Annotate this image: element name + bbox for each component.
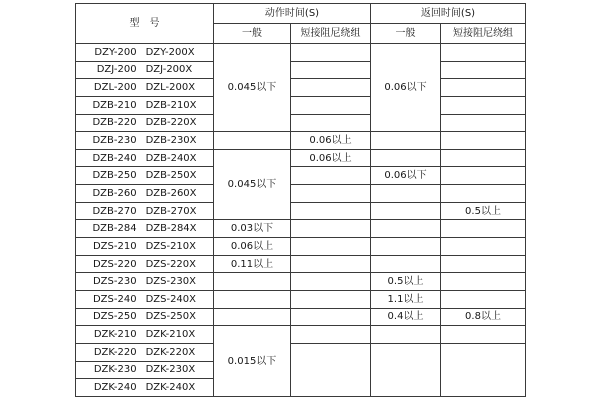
model-name: DZL-200X bbox=[145, 82, 196, 94]
cell-return-damped bbox=[441, 343, 526, 396]
cell-action-damped bbox=[291, 44, 371, 62]
cell-action-damped bbox=[291, 343, 371, 396]
cell-return-damped bbox=[441, 96, 526, 114]
table-row bbox=[76, 238, 526, 256]
model-cell bbox=[76, 79, 214, 97]
table-row bbox=[76, 202, 526, 220]
model-name: DZB-220 bbox=[92, 117, 137, 129]
model-cell bbox=[76, 220, 214, 238]
model-name: DZK-240X bbox=[145, 382, 196, 394]
cell-action-general: 0.03以下 bbox=[214, 220, 291, 238]
cell-return-general: 0.06以下 bbox=[371, 44, 441, 132]
table-row bbox=[76, 96, 526, 114]
table-row bbox=[76, 326, 526, 344]
cell-return-damped bbox=[441, 290, 526, 308]
model-name: DZS-210 bbox=[92, 240, 137, 252]
cell-return-damped bbox=[441, 220, 526, 238]
cell-action-damped bbox=[291, 114, 371, 132]
header-action-damped-winding: 短接阻尼绕组 bbox=[291, 24, 371, 44]
model-name: DZB-220X bbox=[145, 117, 197, 129]
cell-action-damped: 0.06以上 bbox=[291, 132, 371, 150]
model-cell bbox=[76, 61, 214, 79]
model-cell bbox=[76, 308, 214, 326]
model-cell bbox=[76, 361, 214, 379]
table-header bbox=[76, 4, 526, 44]
cell-action-damped bbox=[291, 326, 371, 344]
table-row bbox=[76, 44, 526, 62]
model-cell bbox=[76, 44, 214, 62]
header-return-time: 返回时间(S) bbox=[371, 4, 526, 24]
table-row bbox=[76, 255, 526, 273]
model-name: DZK-220 bbox=[93, 346, 137, 358]
table-row bbox=[76, 308, 526, 326]
model-cell bbox=[76, 132, 214, 150]
model-name: DZB-240 bbox=[92, 152, 137, 164]
model-cell bbox=[76, 114, 214, 132]
table-body bbox=[76, 44, 526, 397]
cell-return-damped bbox=[441, 114, 526, 132]
table-row bbox=[76, 132, 526, 150]
model-name: DZS-240 bbox=[92, 293, 137, 305]
model-name: DZS-230X bbox=[145, 276, 197, 288]
cell-return-damped bbox=[441, 132, 526, 150]
cell-action-damped bbox=[291, 273, 371, 291]
model-name: DZB-250X bbox=[145, 170, 197, 182]
table-row bbox=[76, 290, 526, 308]
cell-return-damped bbox=[441, 185, 526, 203]
model-cell bbox=[76, 149, 214, 167]
model-name: DZS-230 bbox=[92, 276, 137, 288]
model-name: DZY-200 bbox=[94, 46, 137, 58]
cell-return-general bbox=[371, 220, 441, 238]
model-name: DZK-220X bbox=[145, 346, 196, 358]
cell-return-general bbox=[371, 202, 441, 220]
model-name: DZB-284X bbox=[145, 223, 197, 235]
cell-return-general bbox=[371, 185, 441, 203]
model-cell bbox=[76, 96, 214, 114]
header-model: 型 号 bbox=[76, 4, 214, 44]
model-name: DZY-200X bbox=[145, 46, 195, 58]
cell-return-damped: 0.8以上 bbox=[441, 308, 526, 326]
table-row bbox=[76, 167, 526, 185]
cell-return-damped bbox=[441, 149, 526, 167]
model-name: DZB-230X bbox=[145, 135, 197, 147]
model-name: DZL-200 bbox=[93, 82, 137, 94]
cell-action-damped bbox=[291, 220, 371, 238]
model-cell bbox=[76, 167, 214, 185]
model-name: DZK-240 bbox=[93, 382, 137, 394]
model-name: DZB-270X bbox=[145, 205, 197, 217]
cell-return-general bbox=[371, 149, 441, 167]
model-cell bbox=[76, 379, 214, 397]
cell-action-general: 0.06以上 bbox=[214, 238, 291, 256]
cell-return-damped bbox=[441, 79, 526, 97]
cell-action-damped bbox=[291, 238, 371, 256]
model-name: DZJ-200X bbox=[145, 64, 193, 76]
cell-action-damped bbox=[291, 61, 371, 79]
cell-return-damped bbox=[441, 255, 526, 273]
model-name: DZS-210X bbox=[145, 240, 197, 252]
cell-return-general bbox=[371, 343, 441, 396]
cell-return-damped bbox=[441, 238, 526, 256]
model-name: DZK-230 bbox=[93, 364, 137, 376]
model-name: DZB-260 bbox=[92, 187, 137, 199]
model-name: DZK-230X bbox=[145, 364, 196, 376]
table-row bbox=[76, 220, 526, 238]
model-cell bbox=[76, 238, 214, 256]
model-name: DZS-220 bbox=[92, 258, 137, 270]
cell-action-general bbox=[214, 273, 291, 291]
cell-return-general: 0.4以上 bbox=[371, 308, 441, 326]
header-return-general: 一般 bbox=[371, 24, 441, 44]
model-name: DZK-210X bbox=[145, 329, 196, 341]
cell-action-general bbox=[214, 290, 291, 308]
cell-action-general bbox=[214, 308, 291, 326]
cell-action-damped bbox=[291, 96, 371, 114]
model-name: DZS-220X bbox=[145, 258, 197, 270]
cell-action-damped bbox=[291, 255, 371, 273]
table-row bbox=[76, 79, 526, 97]
model-name: DZB-210 bbox=[92, 99, 137, 111]
model-name: DZK-210 bbox=[93, 329, 137, 341]
model-name: DZJ-200 bbox=[96, 64, 137, 76]
cell-return-general: 1.1以上 bbox=[371, 290, 441, 308]
spec-table bbox=[75, 3, 526, 397]
cell-return-damped bbox=[441, 326, 526, 344]
table-row bbox=[76, 114, 526, 132]
cell-action-damped bbox=[291, 290, 371, 308]
cell-return-general bbox=[371, 132, 441, 150]
model-name: DZB-250 bbox=[92, 170, 137, 182]
header-action-time: 动作时间(S) bbox=[214, 4, 371, 24]
model-name: DZS-250X bbox=[145, 311, 197, 323]
table-row bbox=[76, 185, 526, 203]
header-return-damped-winding: 短接阻尼绕组 bbox=[441, 24, 526, 44]
cell-return-damped bbox=[441, 44, 526, 62]
cell-action-general: 0.045以下 bbox=[214, 44, 291, 132]
header-action-general: 一般 bbox=[214, 24, 291, 44]
model-cell bbox=[76, 273, 214, 291]
model-cell bbox=[76, 290, 214, 308]
table-row bbox=[76, 273, 526, 291]
cell-action-damped bbox=[291, 79, 371, 97]
model-cell bbox=[76, 343, 214, 361]
cell-action-damped bbox=[291, 202, 371, 220]
cell-return-damped bbox=[441, 167, 526, 185]
cell-return-general: 0.5以上 bbox=[371, 273, 441, 291]
model-cell bbox=[76, 185, 214, 203]
cell-return-damped: 0.5以上 bbox=[441, 202, 526, 220]
cell-return-damped bbox=[441, 61, 526, 79]
model-name: DZB-230 bbox=[92, 135, 137, 147]
model-cell bbox=[76, 255, 214, 273]
header-row-groups bbox=[76, 4, 526, 24]
cell-return-general bbox=[371, 238, 441, 256]
model-name: DZB-260X bbox=[145, 187, 197, 199]
cell-return-damped bbox=[441, 273, 526, 291]
cell-action-general: 0.045以下 bbox=[214, 149, 291, 220]
cell-action-damped: 0.06以上 bbox=[291, 149, 371, 167]
cell-return-general: 0.06以下 bbox=[371, 167, 441, 185]
model-name: DZB-270 bbox=[92, 205, 137, 217]
model-name: DZS-240X bbox=[145, 293, 197, 305]
cell-action-general bbox=[214, 132, 291, 150]
model-name: DZB-210X bbox=[145, 99, 197, 111]
model-name: DZB-240X bbox=[145, 152, 197, 164]
model-cell bbox=[76, 326, 214, 344]
model-name: DZB-284 bbox=[92, 223, 137, 235]
model-cell bbox=[76, 202, 214, 220]
cell-action-general: 0.015以下 bbox=[214, 326, 291, 397]
table-row bbox=[76, 149, 526, 167]
cell-action-damped bbox=[291, 308, 371, 326]
table-row bbox=[76, 61, 526, 79]
cell-action-general: 0.11以上 bbox=[214, 255, 291, 273]
cell-return-general bbox=[371, 326, 441, 344]
cell-action-damped bbox=[291, 167, 371, 185]
table-row bbox=[76, 343, 526, 361]
cell-return-general bbox=[371, 255, 441, 273]
model-name: DZS-250 bbox=[92, 311, 137, 323]
cell-action-damped bbox=[291, 185, 371, 203]
